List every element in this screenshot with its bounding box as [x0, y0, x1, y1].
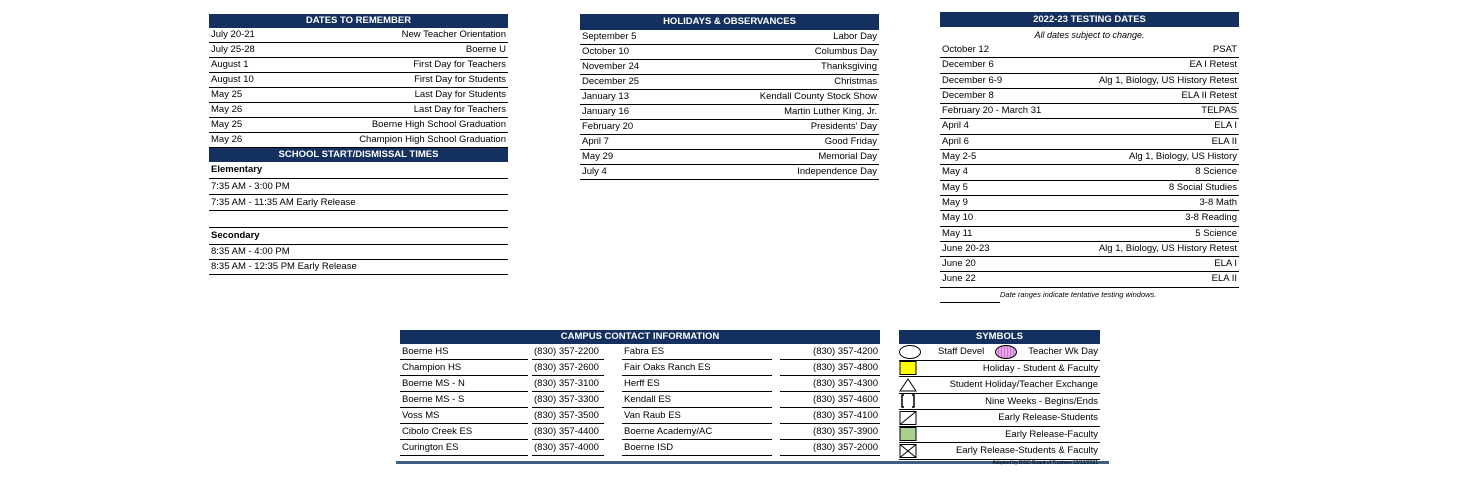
row-date: July 20-21	[211, 29, 255, 40]
elementary-label: Elementary	[209, 162, 508, 179]
row-date: May 4	[942, 166, 968, 178]
row-date: November 24	[582, 61, 640, 72]
x-square-icon	[899, 444, 917, 458]
row-event: ELA II Retest	[1181, 89, 1237, 101]
row-event: ELA II	[1211, 135, 1237, 147]
row-event: ELA I	[1214, 120, 1237, 132]
testing-row	[940, 74, 1239, 89]
triangle-icon	[899, 378, 917, 392]
campus-phone: (830) 357-2600	[532, 360, 604, 376]
row-date: May 2-5	[942, 151, 977, 163]
dates-to-remember-panel	[209, 14, 508, 275]
symbol-row	[899, 410, 1100, 427]
symbol-row	[899, 394, 1100, 411]
contacts-header: CAMPUS CONTACT INFORMATION	[400, 330, 880, 344]
row-event: Last Day for Teachers	[413, 104, 506, 115]
row-event: Last Day for Students	[414, 89, 506, 100]
row-date: July 25-28	[211, 44, 255, 55]
holiday-row	[580, 60, 879, 75]
row-event: 3-8 Reading	[1185, 212, 1237, 224]
testing-row	[940, 272, 1239, 287]
campus-name: Fabra ES	[622, 344, 772, 360]
dates-row	[209, 58, 508, 73]
row-date: May 26	[211, 104, 243, 115]
row-event: ELA I	[1214, 258, 1237, 270]
campus-name: Van Raub ES	[622, 408, 772, 424]
teacher-wk-day-label: Teacher Wk Day	[1028, 346, 1098, 358]
row-date: June 20-23	[942, 242, 990, 254]
symbol-label: Student Holiday/Teacher Exchange	[949, 379, 1098, 391]
staff-devel-label: Staff Devel	[938, 346, 985, 358]
row-event: Columbus Day	[814, 46, 877, 57]
testing-footnote: Date ranges indicate tentative testing windows.	[940, 288, 1000, 303]
symbol-row	[899, 443, 1100, 460]
testing-header: 2022-23 TESTING DATES	[940, 12, 1239, 27]
elementary-time-row: 7:35 AM - 3:00 PM	[209, 179, 508, 195]
row-date: October 10	[582, 46, 629, 57]
campus-phone: (830) 357-4000	[532, 440, 604, 456]
campus-phone: (830) 357-4600	[780, 392, 880, 408]
secondary-time-row: 8:35 AM - 4:00 PM	[209, 245, 508, 260]
secondary-time-row: 8:35 AM - 12:35 PM Early Release	[209, 260, 508, 275]
dates-row	[209, 118, 508, 133]
holiday-row	[580, 90, 879, 105]
symbols-panel	[899, 330, 1100, 466]
row-date: May 25	[211, 119, 243, 130]
testing-row	[940, 211, 1239, 226]
testing-row	[940, 104, 1239, 119]
half-slash-square-icon	[899, 411, 917, 425]
row-date: January 16	[582, 106, 630, 117]
holiday-row	[580, 135, 879, 150]
testing-row	[940, 196, 1239, 211]
dates-row	[209, 43, 508, 58]
green-square-icon	[899, 427, 917, 441]
elementary-time-row: 7:35 AM - 11:35 AM Early Release	[209, 195, 508, 211]
campus-name: Voss MS	[400, 408, 528, 424]
dates-row	[209, 88, 508, 103]
oval-icon	[899, 345, 921, 359]
campus-phone: (830) 357-4100	[780, 408, 880, 424]
testing-row	[940, 119, 1239, 134]
row-event: 3-8 Math	[1199, 196, 1237, 208]
campus-name: Boerne Academy/AC	[622, 424, 772, 440]
row-event: Memorial Day	[818, 151, 877, 162]
row-date: January 13	[582, 91, 630, 102]
row-event: Christmas	[834, 76, 877, 87]
row-date: February 20	[582, 121, 634, 132]
row-date: May 29	[582, 151, 614, 162]
symbol-label: Early Release-Students	[998, 412, 1098, 424]
symbol-label: Early Release-Students & Faculty	[955, 445, 1098, 457]
testing-row	[940, 242, 1239, 257]
testing-row	[940, 89, 1239, 104]
testing-row	[940, 227, 1239, 242]
row-date: April 6	[942, 135, 969, 147]
row-event: Labor Day	[833, 31, 877, 42]
symbol-row	[899, 377, 1100, 394]
testing-row	[940, 257, 1239, 272]
holidays-header: HOLIDAYS & OBSERVANCES	[580, 14, 879, 30]
campus-name: Herff ES	[622, 376, 772, 392]
row-event: Kendall County Stock Show	[759, 91, 877, 102]
testing-panel	[940, 12, 1239, 303]
yellow-square-icon	[899, 361, 917, 375]
row-event: First Day for Students	[414, 74, 506, 85]
row-event: 8 Science	[1195, 166, 1237, 178]
row-date: October 12	[942, 44, 989, 55]
holiday-row	[580, 165, 879, 180]
holiday-row	[580, 120, 879, 135]
dates-row	[209, 133, 508, 148]
holiday-row	[580, 75, 879, 90]
campus-name: Boerne HS	[400, 344, 528, 360]
campus-phone: (830) 357-4200	[780, 344, 880, 360]
campus-phone: (830) 357-3500	[532, 408, 604, 424]
row-date: May 11	[942, 227, 973, 239]
dates-to-remember-header: DATES TO REMEMBER	[209, 14, 508, 28]
campus-phone: (830) 357-3100	[532, 376, 604, 392]
campus-phone: (830) 357-4400	[532, 424, 604, 440]
row-event: Alg 1, Biology, US History	[1128, 151, 1237, 163]
symbol-row	[899, 427, 1100, 444]
row-date: December 8	[942, 89, 994, 101]
campus-phone: (830) 357-3300	[532, 392, 604, 408]
bracket-icon	[899, 394, 917, 408]
contacts-grid	[400, 344, 880, 456]
contacts-panel	[400, 330, 880, 456]
campus-name: Cibolo Creek ES	[400, 424, 528, 440]
symbol-label: Early Release-Faculty	[1005, 428, 1098, 440]
school-times-header: SCHOOL START/DISMISSAL TIMES	[209, 148, 508, 162]
row-date: August 10	[211, 74, 254, 85]
testing-row	[940, 43, 1239, 58]
campus-name: Boerne MS - S	[400, 392, 528, 408]
row-date: June 20	[942, 258, 976, 270]
row-event: PSAT	[1212, 44, 1237, 55]
holiday-row	[580, 150, 879, 165]
holidays-panel	[580, 14, 879, 180]
row-event: 5 Science	[1195, 227, 1237, 239]
row-date: December 6	[942, 59, 994, 71]
blank-row	[209, 211, 508, 228]
holiday-row	[580, 45, 879, 60]
row-event: 8 Social Studies	[1168, 181, 1237, 193]
symbols-header: SYMBOLS	[899, 330, 1100, 344]
row-event: New Teacher Orientation	[401, 29, 506, 40]
row-event: Thanksgiving	[821, 61, 877, 72]
secondary-label: Secondary	[209, 228, 508, 245]
campus-name: Curington ES	[400, 440, 528, 456]
row-event: Boerne U	[465, 44, 506, 55]
campus-name: Boerne MS - N	[400, 376, 528, 392]
row-date: December 6-9	[942, 74, 1003, 86]
row-event: Independence Day	[797, 166, 877, 177]
dates-row	[209, 73, 508, 88]
symbol-row	[899, 361, 1100, 378]
row-date: June 22	[942, 273, 976, 285]
row-event: Champion High School Graduation	[359, 134, 506, 145]
testing-row	[940, 58, 1239, 73]
symbol-label: Nine Weeks - Begins/Ends	[985, 395, 1098, 407]
row-date: May 5	[942, 181, 968, 193]
row-event: Presidents' Day	[810, 121, 877, 132]
campus-phone: (830) 357-4800	[780, 360, 880, 376]
row-event: Martin Luther King, Jr.	[784, 106, 877, 117]
row-event: Alg 1, Biology, US History Retest	[1098, 242, 1237, 254]
holiday-row	[580, 30, 879, 45]
adopted-note: Adopted by BISD Board of Trustees 12/13/2021	[992, 459, 1098, 466]
row-date: September 5	[582, 31, 637, 42]
testing-row	[940, 135, 1239, 150]
row-date: July 4	[582, 166, 607, 177]
row-date: May 10	[942, 212, 974, 224]
row-date: May 9	[942, 196, 968, 208]
campus-name: Boerne ISD	[622, 440, 772, 456]
symbol-label: Holiday - Student & Faculty	[982, 362, 1098, 374]
row-event: First Day for Teachers	[413, 59, 506, 70]
holiday-row	[580, 105, 879, 120]
row-date: April 7	[582, 136, 609, 147]
dates-row	[209, 103, 508, 118]
campus-name: Fair Oaks Ranch ES	[622, 360, 772, 376]
row-date: August 1	[211, 59, 249, 70]
row-event: TELPAS	[1201, 105, 1237, 117]
row-event: Boerne High School Graduation	[371, 119, 506, 130]
symbol-row-staff	[899, 344, 1100, 361]
testing-subtitle: All dates subject to change.	[1034, 30, 1145, 40]
row-date: February 20 - March 31	[942, 105, 1042, 117]
pink-oval-icon	[995, 345, 1017, 359]
campus-phone: (830) 357-4300	[780, 376, 880, 392]
testing-row	[940, 150, 1239, 165]
dates-row	[209, 28, 508, 43]
row-date: May 26	[211, 134, 243, 145]
testing-row	[940, 181, 1239, 196]
row-date: December 25	[582, 76, 640, 87]
testing-row	[940, 165, 1239, 180]
campus-phone: (830) 357-3900	[780, 424, 880, 440]
row-event: EA I Retest	[1189, 59, 1237, 71]
campus-phone: (830) 357-2000	[780, 440, 880, 456]
campus-name: Kendall ES	[622, 392, 772, 408]
row-date: April 4	[942, 120, 969, 132]
campus-name: Champion HS	[400, 360, 528, 376]
row-event: ELA II	[1211, 273, 1237, 285]
row-event: Alg 1, Biology, US History Retest	[1098, 74, 1237, 86]
row-date: May 25	[211, 89, 243, 100]
campus-phone: (830) 357-2200	[532, 344, 604, 360]
row-event: Good Friday	[824, 136, 877, 147]
